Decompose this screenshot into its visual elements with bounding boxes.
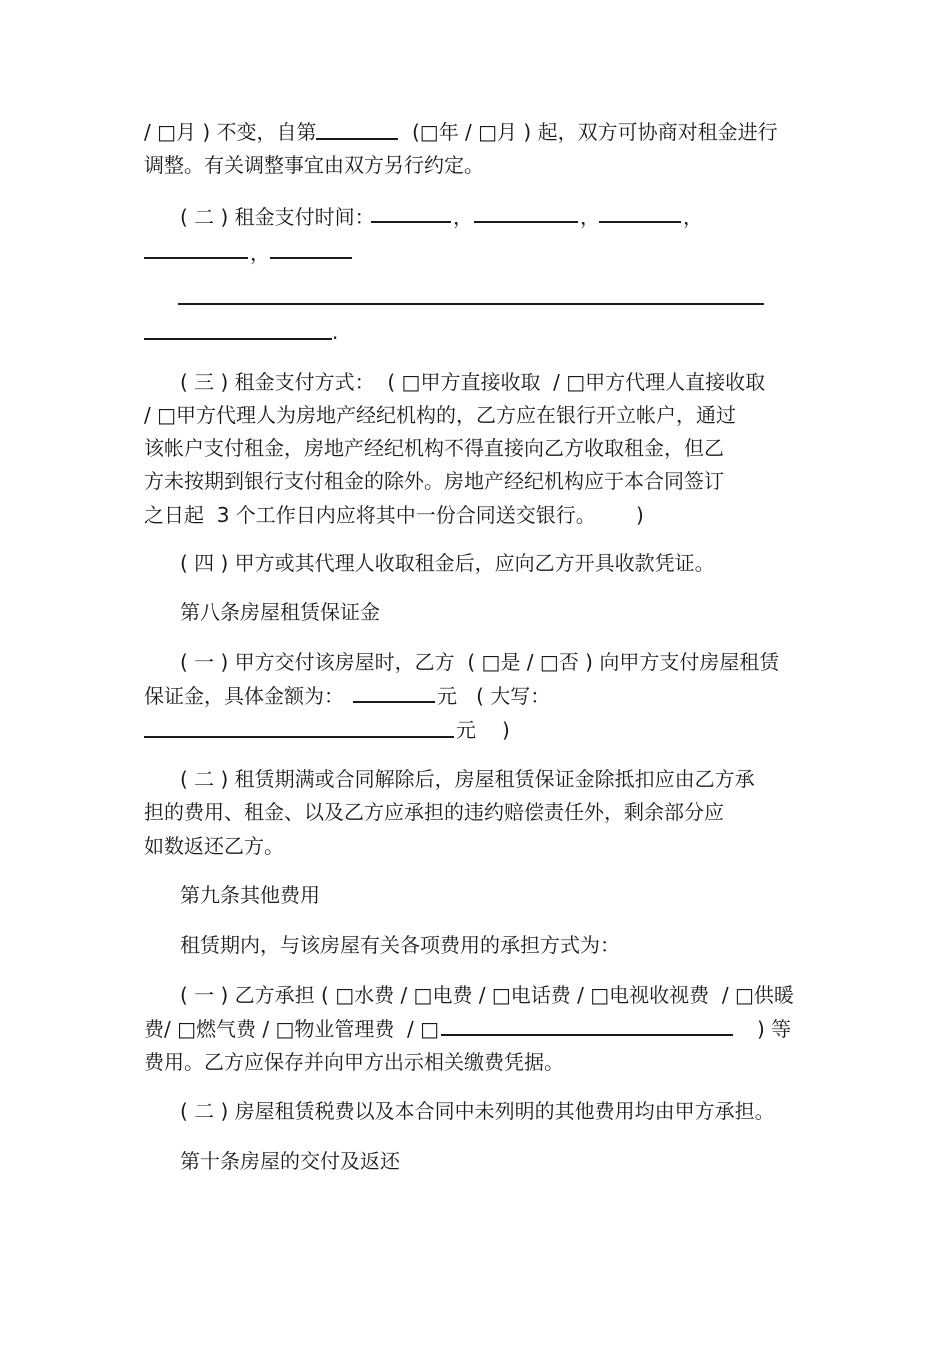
text-line: 元 ( 大写：: [437, 684, 551, 708]
section-heading: 第十条房屋的交付及返还: [180, 1149, 400, 1173]
text-line: 保证金，具体金额为：: [144, 684, 344, 708]
separator: ，: [453, 205, 473, 229]
text-line: / □甲方代理人为房地产经纪机构的，乙方应在银行开立帐户，通过: [144, 403, 736, 427]
text-line: ( 四 ) 甲方或其代理人收取租金后，应向乙方开具收款凭证。: [180, 551, 715, 575]
text-line: 担的费用、租金、以及乙方应承担的违约赔偿责任外，剩余部分应: [144, 800, 724, 824]
blank-underline: [371, 221, 451, 223]
text-line: .: [332, 320, 339, 344]
text-line: 元: [456, 718, 476, 742]
blank-underline: [599, 221, 681, 223]
blank-underline: [178, 303, 764, 305]
text-line: 调整。有关调整事宜由双方另行约定。: [144, 153, 484, 177]
text-line: 该帐户支付租金，房地产经纪机构不得直接向乙方收取租金，但乙: [144, 436, 724, 460]
text-line: ): [502, 718, 510, 742]
blank-underline: [144, 736, 454, 738]
text-line: ( 一 ) 乙方承担 ( □水费 / □电费 / □电话费 / □电视收视费 / □供暖: [180, 983, 794, 1007]
text-line: ( 二 ) 租金支付时间：: [180, 205, 375, 229]
separator: ，: [580, 205, 600, 229]
text-line: 费用。乙方应保存并向甲方出示相关缴费凭据。: [144, 1050, 564, 1074]
blank-underline: [353, 701, 435, 703]
text-line: ( 二 ) 租赁期满或合同解除后，房屋租赁保证金除抵扣应由乙方承: [180, 767, 755, 791]
section-heading: 第八条房屋租赁保证金: [180, 600, 380, 624]
blank-underline: [441, 1034, 733, 1036]
text-line: (□年 / □月 ) 起，双方可协商对租金进行: [412, 120, 778, 144]
text-line: 如数返还乙方。: [144, 834, 284, 858]
blank-underline: [144, 257, 248, 259]
separator: ，: [683, 205, 703, 229]
text-line: 方未按期到银行支付租金的除外。房地产经纪机构应于本合同签订: [144, 469, 724, 493]
text-line: 租赁期内，与该房屋有关各项费用的承担方式为：: [180, 933, 620, 957]
text-line: ): [636, 503, 644, 527]
blank-underline: [144, 338, 332, 340]
text-line: 之日起 3 个工作日内应将其中一份合同送交银行。: [144, 503, 596, 527]
text-line: 费/ □燃气费 / □物业管理费 / □: [144, 1017, 440, 1041]
separator: ，: [250, 241, 270, 265]
text-line: ( 二 ) 房屋租赁税费以及本合同中未列明的其他费用均由甲方承担。: [180, 1099, 775, 1123]
text-line: / □月 ) 不变，自第: [144, 120, 317, 144]
text-line: ) 等: [757, 1017, 792, 1041]
section-heading: 第九条其他费用: [180, 883, 320, 907]
blank-underline: [474, 221, 578, 223]
blank-underline: [316, 138, 398, 140]
text-line: ( 三 ) 租金支付方式： ( □甲方直接收取 / □甲方代理人直接收取: [180, 370, 766, 394]
blank-underline: [270, 257, 352, 259]
text-line: ( 一 ) 甲方交付该房屋时，乙方 ( □是 / □否 ) 向甲方支付房屋租赁: [180, 650, 780, 674]
